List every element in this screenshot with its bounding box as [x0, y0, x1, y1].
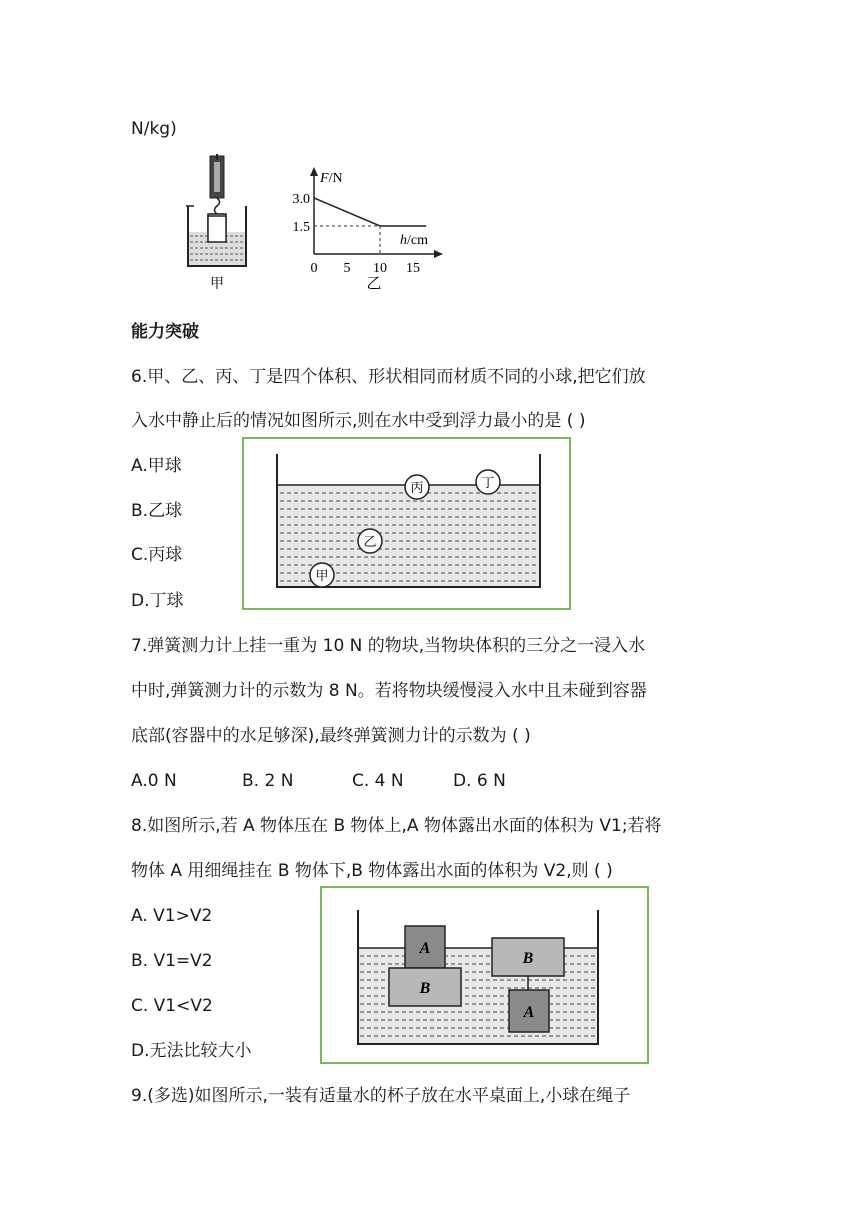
q7-option-a: A.0 N [131, 771, 177, 791]
force-line [314, 198, 426, 226]
q7-stem-line2: 中时,弹簧测力计的示数为 8 N。若将物块缓慢浸入水中且未碰到容器 [131, 681, 647, 701]
svg-text:乙: 乙 [363, 534, 377, 549]
y-tick-label: 1.5 [292, 219, 310, 235]
x-tick-label: 10 [373, 261, 387, 276]
svg-text:B: B [419, 980, 431, 997]
q8-stem-line2: 物体 A 用细绳挂在 B 物体下,B 物体露出水面的体积为 V2,则 ( ) [131, 861, 613, 881]
q7-option-b: B. 2 N [242, 771, 294, 791]
q7-stem-line3: 底部(容器中的水足够深),最终弹簧测力计的示数为 ( ) [131, 726, 531, 746]
x-axis-arrow [434, 250, 443, 258]
x-tick-label: 15 [406, 261, 420, 276]
q8-stem-line1: 8.如图所示,若 A 物体压在 B 物体上,A 物体露出水面的体积为 V1;若将 [131, 816, 662, 836]
q6-stem-line2: 入水中静止后的情况如图所示,则在水中受到浮力最小的是 ( ) [131, 411, 586, 431]
q6-option-b: B.乙球 [131, 501, 183, 521]
y-tick-label: 3.0 [292, 191, 310, 207]
ball-jia [310, 563, 334, 587]
svg-text:A: A [419, 940, 431, 957]
text-fragment: N/kg) [131, 119, 177, 139]
q8-option-d: D.无法比较大小 [131, 1041, 252, 1061]
svg-text:A: A [523, 1004, 535, 1021]
q6-stem-line1: 6.甲、乙、丙、丁是四个体积、形状相同而材质不同的小球,把它们放 [131, 367, 646, 387]
y-axis-arrow [310, 167, 318, 176]
section-title: 能力突破 [131, 322, 199, 342]
x-axis-label: h/cm [400, 233, 428, 248]
svg-text:甲: 甲 [315, 568, 329, 583]
spring-scale-beaker-figure [180, 154, 260, 292]
ball-yi [358, 529, 382, 553]
ball-ding [476, 470, 500, 494]
figure-caption-yi: 乙 [366, 276, 382, 292]
x-tick-label: 0 [310, 261, 318, 276]
x-tick-label: 5 [343, 261, 351, 276]
q7-option-d: D. 6 N [453, 771, 506, 791]
svg-text:丙: 丙 [410, 480, 424, 495]
q6-option-d: D.丁球 [131, 591, 184, 611]
y-axis-label: F/N [320, 171, 343, 186]
q7-option-c: C. 4 N [352, 771, 404, 791]
q8-option-c: C. V1<V2 [131, 996, 213, 1016]
svg-text:B: B [522, 950, 534, 967]
ball-bing [405, 475, 429, 499]
force-depth-chart [276, 164, 451, 292]
svg-text:丁: 丁 [481, 475, 495, 490]
q8-blocks-figure [320, 886, 650, 1064]
q6-option-c: C.丙球 [131, 545, 183, 565]
q8-option-b: B. V1=V2 [131, 951, 213, 971]
block-b-floating [492, 938, 564, 976]
block-a-on-b [405, 926, 445, 968]
q6-option-a: A.甲球 [131, 456, 182, 476]
q7-stem-line1: 7.弹簧测力计上挂一重为 10 N 的物块,当物块体积的三分之一浸入水 [131, 636, 646, 656]
block-a-hanging [509, 990, 549, 1032]
q9-stem-line1: 9.(多选)如图所示,一装有适量水的杯子放在水平桌面上,小球在绳子 [131, 1086, 631, 1106]
block-b-under-a [389, 968, 461, 1006]
q6-balls-figure [242, 437, 572, 611]
q8-option-a: A. V1>V2 [131, 906, 213, 926]
figure-caption-jia: 甲 [210, 277, 224, 292]
